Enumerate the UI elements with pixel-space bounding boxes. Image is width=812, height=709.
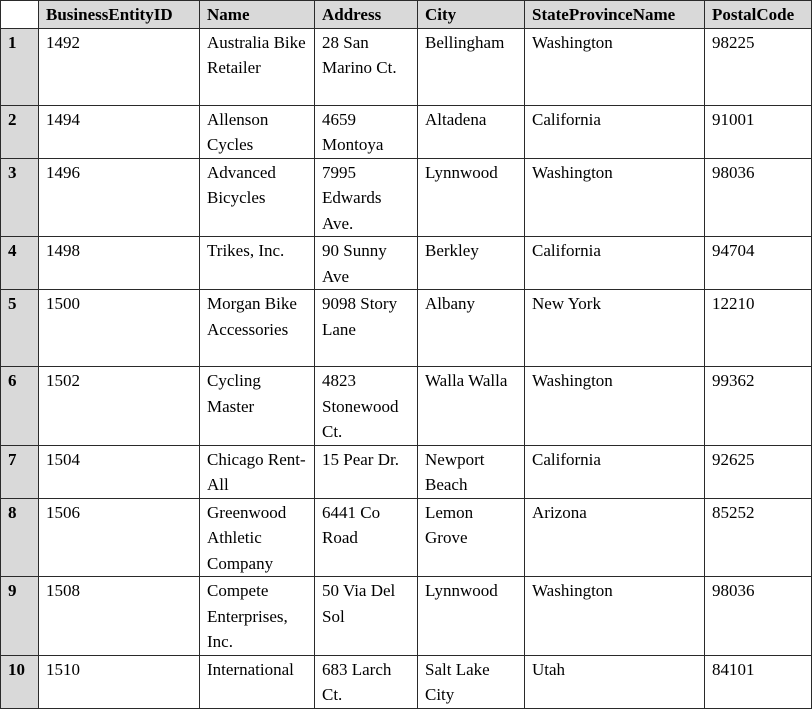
- cell-postalcode: 94704: [705, 237, 812, 290]
- row-header: 7: [1, 445, 39, 498]
- row-header: 1: [1, 28, 39, 105]
- cell-name: Cycling Master: [200, 367, 315, 446]
- cell-city: Salt Lake City: [418, 655, 525, 708]
- cell-city: Walla Walla: [418, 367, 525, 446]
- column-header-city: City: [418, 1, 525, 29]
- cell-stateprovincename: Washington: [525, 158, 705, 237]
- cell-businessentityid: 1508: [39, 577, 200, 656]
- cell-address: 90 Sunny Ave: [315, 237, 418, 290]
- table-row: [1, 237, 812, 290]
- cell-businessentityid: 1492: [39, 28, 200, 105]
- table-row: [1, 498, 812, 577]
- cell-address: 28 San Marino Ct.: [315, 28, 418, 105]
- cell-businessentityid: 1500: [39, 290, 200, 367]
- row-header: 9: [1, 577, 39, 656]
- cell-address: 15 Pear Dr.: [315, 445, 418, 498]
- corner-cell: [1, 1, 39, 29]
- cell-name: Chicago Rent-All: [200, 445, 315, 498]
- table-row: [1, 367, 812, 446]
- cell-stateprovincename: Washington: [525, 577, 705, 656]
- table-row: [1, 105, 812, 158]
- cell-postalcode: 92625: [705, 445, 812, 498]
- cell-businessentityid: 1496: [39, 158, 200, 237]
- cell-stateprovincename: New York: [525, 290, 705, 367]
- row-header: 3: [1, 158, 39, 237]
- cell-businessentityid: 1494: [39, 105, 200, 158]
- cell-address: 683 Larch Ct.: [315, 655, 418, 708]
- cell-businessentityid: 1510: [39, 655, 200, 708]
- table-row: [1, 577, 812, 656]
- column-header-businessentityid: BusinessEntityID: [39, 1, 200, 29]
- cell-address: 6441 Co Road: [315, 498, 418, 577]
- cell-name: Trikes, Inc.: [200, 237, 315, 290]
- table-row: [1, 28, 812, 105]
- cell-stateprovincename: California: [525, 237, 705, 290]
- row-header: 4: [1, 237, 39, 290]
- cell-name: Allenson Cycles: [200, 105, 315, 158]
- table-row: [1, 290, 812, 367]
- cell-stateprovincename: Utah: [525, 655, 705, 708]
- cell-businessentityid: 1498: [39, 237, 200, 290]
- cell-address: 4823 Stonewood Ct.: [315, 367, 418, 446]
- cell-stateprovincename: California: [525, 445, 705, 498]
- cell-stateprovincename: Washington: [525, 367, 705, 446]
- cell-postalcode: 98036: [705, 158, 812, 237]
- cell-stateprovincename: Washington: [525, 28, 705, 105]
- cell-businessentityid: 1502: [39, 367, 200, 446]
- cell-name: Australia Bike Retailer: [200, 28, 315, 105]
- column-header-name: Name: [200, 1, 315, 29]
- cell-city: Albany: [418, 290, 525, 367]
- cell-city: Newport Beach: [418, 445, 525, 498]
- row-header: 8: [1, 498, 39, 577]
- table-row: [1, 158, 812, 237]
- row-header: 5: [1, 290, 39, 367]
- cell-stateprovincename: California: [525, 105, 705, 158]
- table-row: [1, 445, 812, 498]
- row-header: 10: [1, 655, 39, 708]
- cell-postalcode: 91001: [705, 105, 812, 158]
- column-header-stateprovincename: StateProvinceName: [525, 1, 705, 29]
- row-header: 2: [1, 105, 39, 158]
- cell-city: Bellingham: [418, 28, 525, 105]
- cell-name: Compete Enterprises, Inc.: [200, 577, 315, 656]
- cell-name: Advanced Bicycles: [200, 158, 315, 237]
- cell-name: International: [200, 655, 315, 708]
- cell-stateprovincename: Arizona: [525, 498, 705, 577]
- cell-postalcode: 98036: [705, 577, 812, 656]
- cell-businessentityid: 1506: [39, 498, 200, 577]
- column-header-address: Address: [315, 1, 418, 29]
- column-header-postalcode: PostalCode: [705, 1, 812, 29]
- cell-address: 9098 Story Lane: [315, 290, 418, 367]
- cell-businessentityid: 1504: [39, 445, 200, 498]
- cell-name: Morgan Bike Accessories: [200, 290, 315, 367]
- cell-postalcode: 99362: [705, 367, 812, 446]
- cell-city: Altadena: [418, 105, 525, 158]
- cell-postalcode: 84101: [705, 655, 812, 708]
- cell-address: 50 Via Del Sol: [315, 577, 418, 656]
- cell-address: 7995 Edwards Ave.: [315, 158, 418, 237]
- cell-city: Lynnwood: [418, 577, 525, 656]
- row-header: 6: [1, 367, 39, 446]
- cell-city: Lemon Grove: [418, 498, 525, 577]
- header-row: [1, 1, 812, 29]
- cell-postalcode: 85252: [705, 498, 812, 577]
- cell-city: Berkley: [418, 237, 525, 290]
- cell-city: Lynnwood: [418, 158, 525, 237]
- cell-name: Greenwood Athletic Company: [200, 498, 315, 577]
- cell-postalcode: 12210: [705, 290, 812, 367]
- cell-postalcode: 98225: [705, 28, 812, 105]
- table-row: [1, 655, 812, 708]
- cell-address: 4659 Montoya: [315, 105, 418, 158]
